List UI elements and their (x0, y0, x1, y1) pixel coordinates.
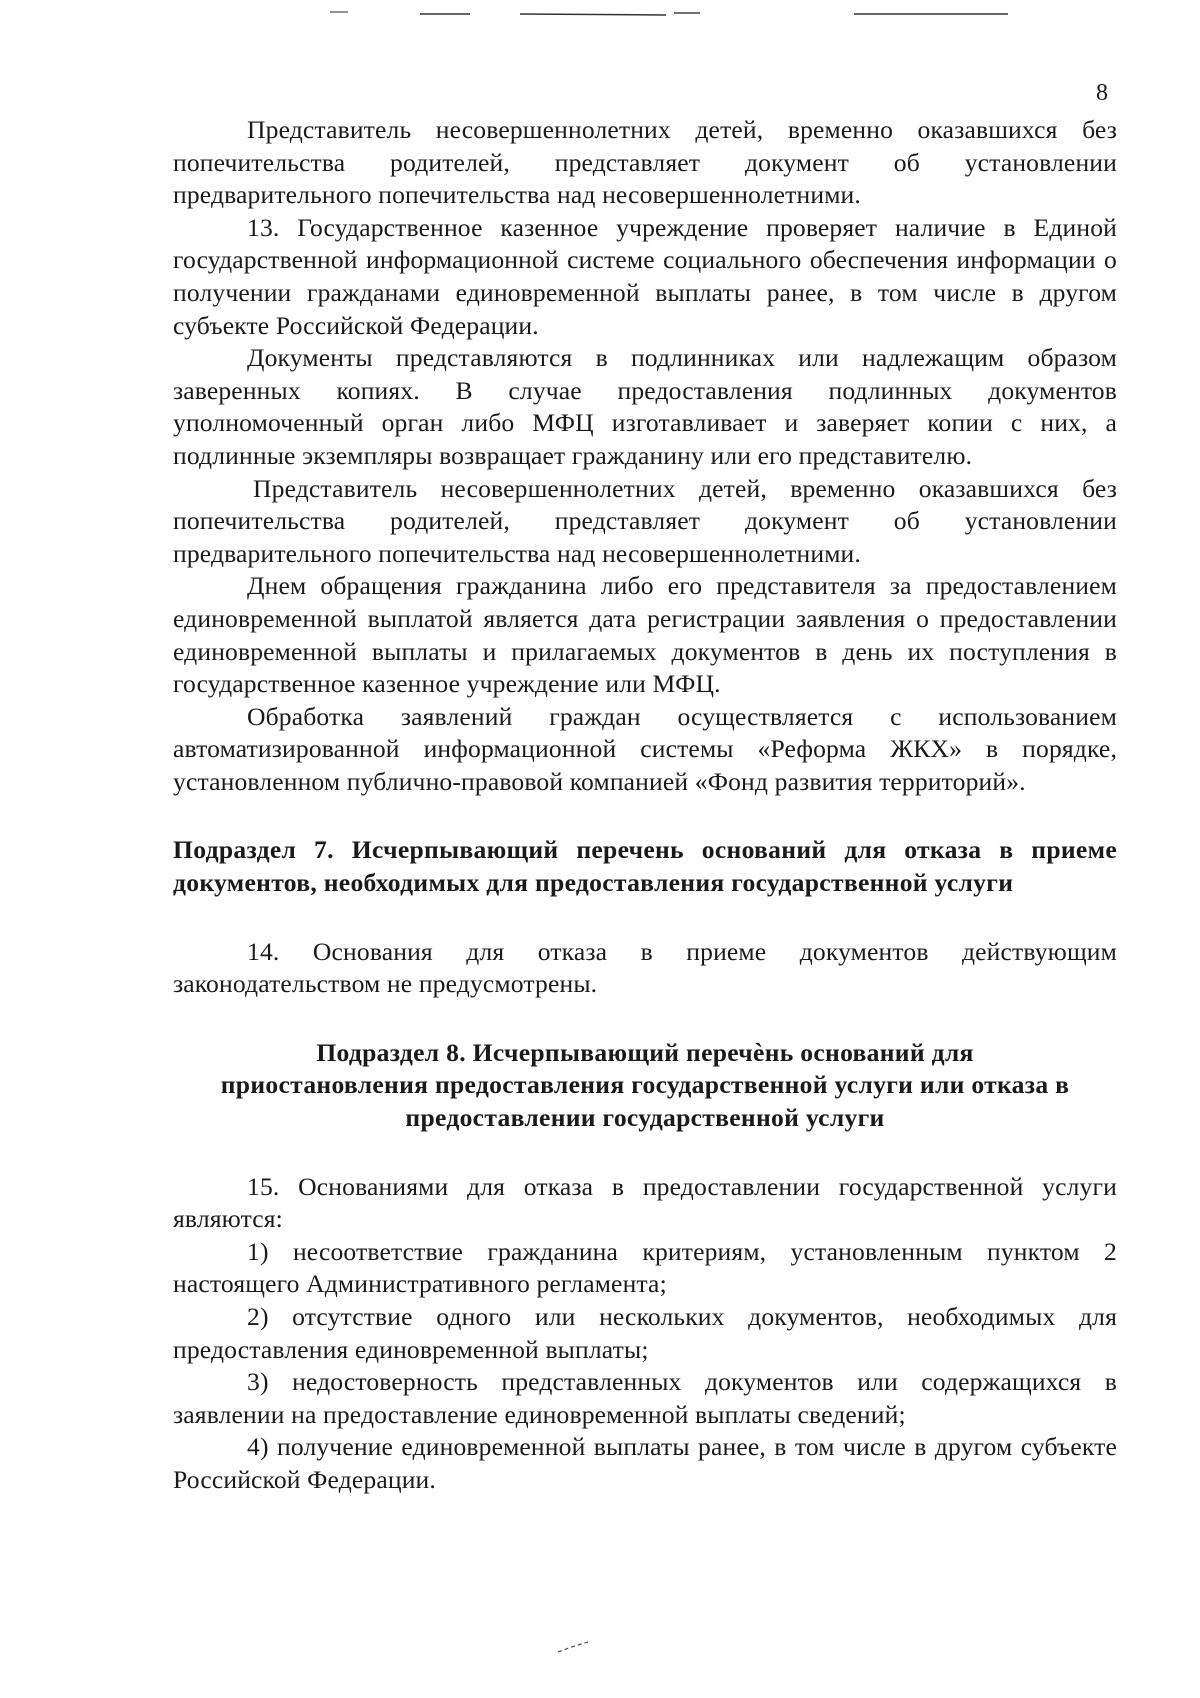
subsection-8-heading (173, 1037, 1117, 1135)
paragraph-processing-system: Обработка заявлений граждан осуществляется с использованием автоматизированной информационной системы «Реформа ЖКХ» в порядке, установленном публично-правовой компанией «Фонд развития территорий». (173, 701, 1117, 796)
spacer (173, 1001, 1117, 1037)
paragraph-application-date: Днем обращения гражданина либо его представителя за предоставлением единовременной выплатой является дата регистрации заявления о предоставлении единовременной выплаты и прилагаемых документов в день их поступления в государственное казенное учреждение или МФЦ. (173, 571, 1117, 699)
list-item-4-previous-payment: 4) получение единовременной выплаты ранее, в том числе в другом субъекте Российской Федерации. (173, 1432, 1117, 1494)
list-item-2-missing-documents: 2) отсутствие одного или нескольких документов, необходимых для предоставления единовременной выплаты; (173, 1302, 1117, 1364)
paragraph-15-refusal-grounds: 15. Основаниями для отказа в предоставлении государственной услуги являются: (173, 1171, 1117, 1234)
list-item-1-criteria: 1) несоответствие гражданина критериям, установленным пунктом 2 настоящего Административного регламента; (173, 1236, 1117, 1299)
spacer (173, 798, 1117, 834)
paragraph-13-verification: 13. Государственное казенное учреждение проверяет наличие в Единой государственной информационной системе социального обеспечения информации о получении гражданами единовременной выплаты ранее, в том числе в другом субъекте Российской Федерации. (173, 212, 1117, 340)
scan-artifact-top (0, 0, 1200, 22)
spacer (173, 1135, 1117, 1171)
document-body (173, 114, 1117, 1497)
spacer (173, 900, 1117, 936)
paragraph-representative-guardianship-repeat: Представитель несовершеннолетних детей, временно оказавшихся без попечительства родителей, представляет документ об установлении предварительного попечительства над несовершеннолетними. (173, 473, 1117, 568)
subsection-7-heading: Подраздел 7. Исчерпывающий перечень оснований для отказа в приеме документов, необходимых для предоставления государственной услуги (173, 835, 1117, 898)
page-number: 8 (1096, 80, 1108, 106)
paragraph-representative-guardianship: Представитель несовершеннолетних детей, временно оказавшихся без попечительства родителей, представляет документ об установлении предварительного попечительства над несовершеннолетними. (173, 115, 1117, 210)
scan-artifact-mark (556, 1640, 590, 1654)
paragraph-14-no-grounds: 14. Основания для отказа в приеме документов действующим законодательством не предусмотрены. (173, 936, 1117, 999)
subsection-8-heading-line1: Подраздел 8. Исчерпывающий перечѐнь оснований для (316, 1037, 974, 1067)
subsection-8-heading-line2: приостановления предоставления государственной услуги или отказа в (220, 1070, 1070, 1100)
subsection-8-heading-line3: предоставлении государственной услуги (405, 1103, 885, 1133)
list-item-3-unreliable-documents: 3) недостоверность представленных документов или содержащихся в заявлении на предоставление единовременной выплаты сведений; (173, 1367, 1117, 1429)
paragraph-documents-originals: Документы представляются в подлинниках или надлежащим образом заверенных копиях. В случае предоставления подлинных документов уполномоченный орган либо МФЦ изготавливает и заверяет копии с них, а подлинные экземпляры возвращает гражданину или его представителю. (173, 343, 1117, 470)
